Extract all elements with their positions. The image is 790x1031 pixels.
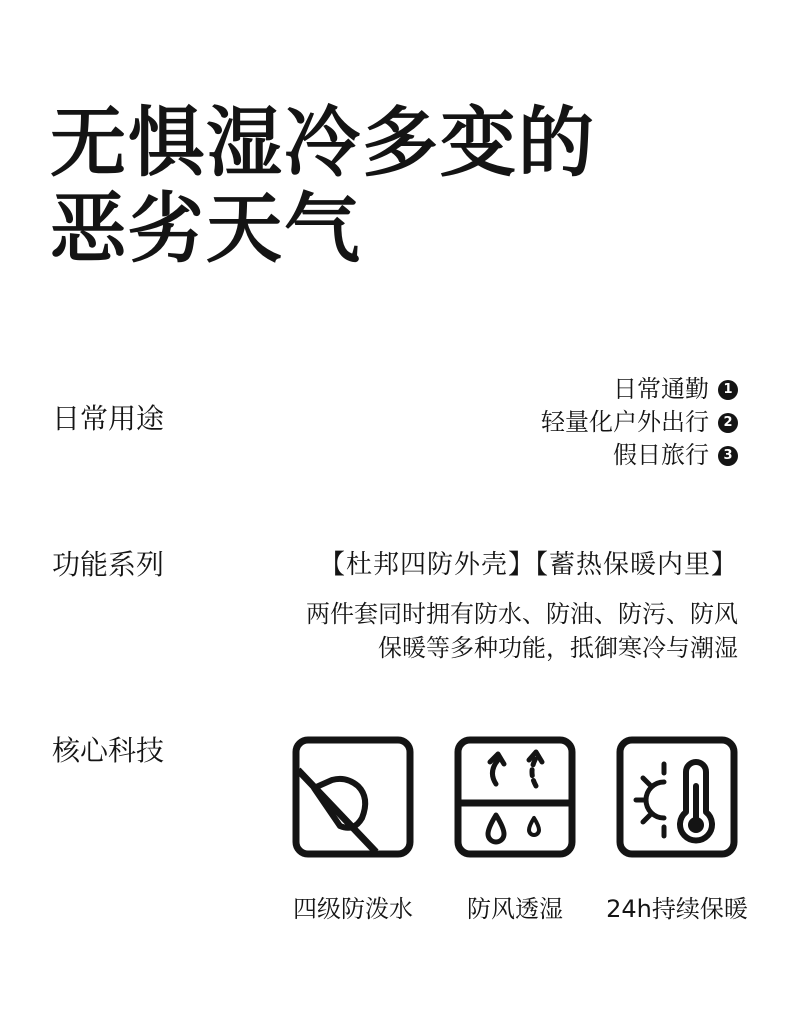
usage-item (541, 373, 738, 406)
usage-label: 日常用途 (52, 402, 165, 435)
page-title (50, 100, 596, 272)
waterproof-icon (292, 736, 414, 858)
functions-description-line: 保暖等多种功能，抵御寒冷与潮湿 (378, 634, 738, 662)
tech-caption: 24h持续保暖 (606, 895, 748, 923)
usage-item-text: 假日旅行 (613, 441, 709, 469)
number-badge-icon: 2 (718, 413, 738, 433)
usage-item-text: 日常通勤 (613, 375, 709, 403)
usage-item (541, 406, 738, 439)
breathable-icon (454, 736, 576, 858)
functions-label: 功能系列 (52, 548, 165, 581)
page-title-line-2: 恶劣天气 (50, 184, 362, 273)
functions-description-line: 两件套同时拥有防水、防油、防污、防风 (306, 600, 738, 628)
thermometer-sun-icon (616, 736, 738, 858)
tech-caption: 四级防泼水 (293, 895, 413, 923)
functions-series: 【杜邦四防外壳】【蓄热保暖内里】 (318, 550, 738, 580)
number-badge-icon: 3 (718, 446, 738, 466)
tech-caption: 防风透湿 (467, 895, 563, 923)
tech-label: 核心科技 (52, 734, 165, 767)
functions-description (306, 597, 738, 665)
page-title-line-1: 无惧湿冷多变的 (50, 98, 596, 187)
usage-item (541, 439, 738, 472)
usage-item-text: 轻量化户外出行 (541, 408, 709, 436)
number-badge-icon: 1 (718, 380, 738, 400)
usage-list (541, 373, 738, 472)
